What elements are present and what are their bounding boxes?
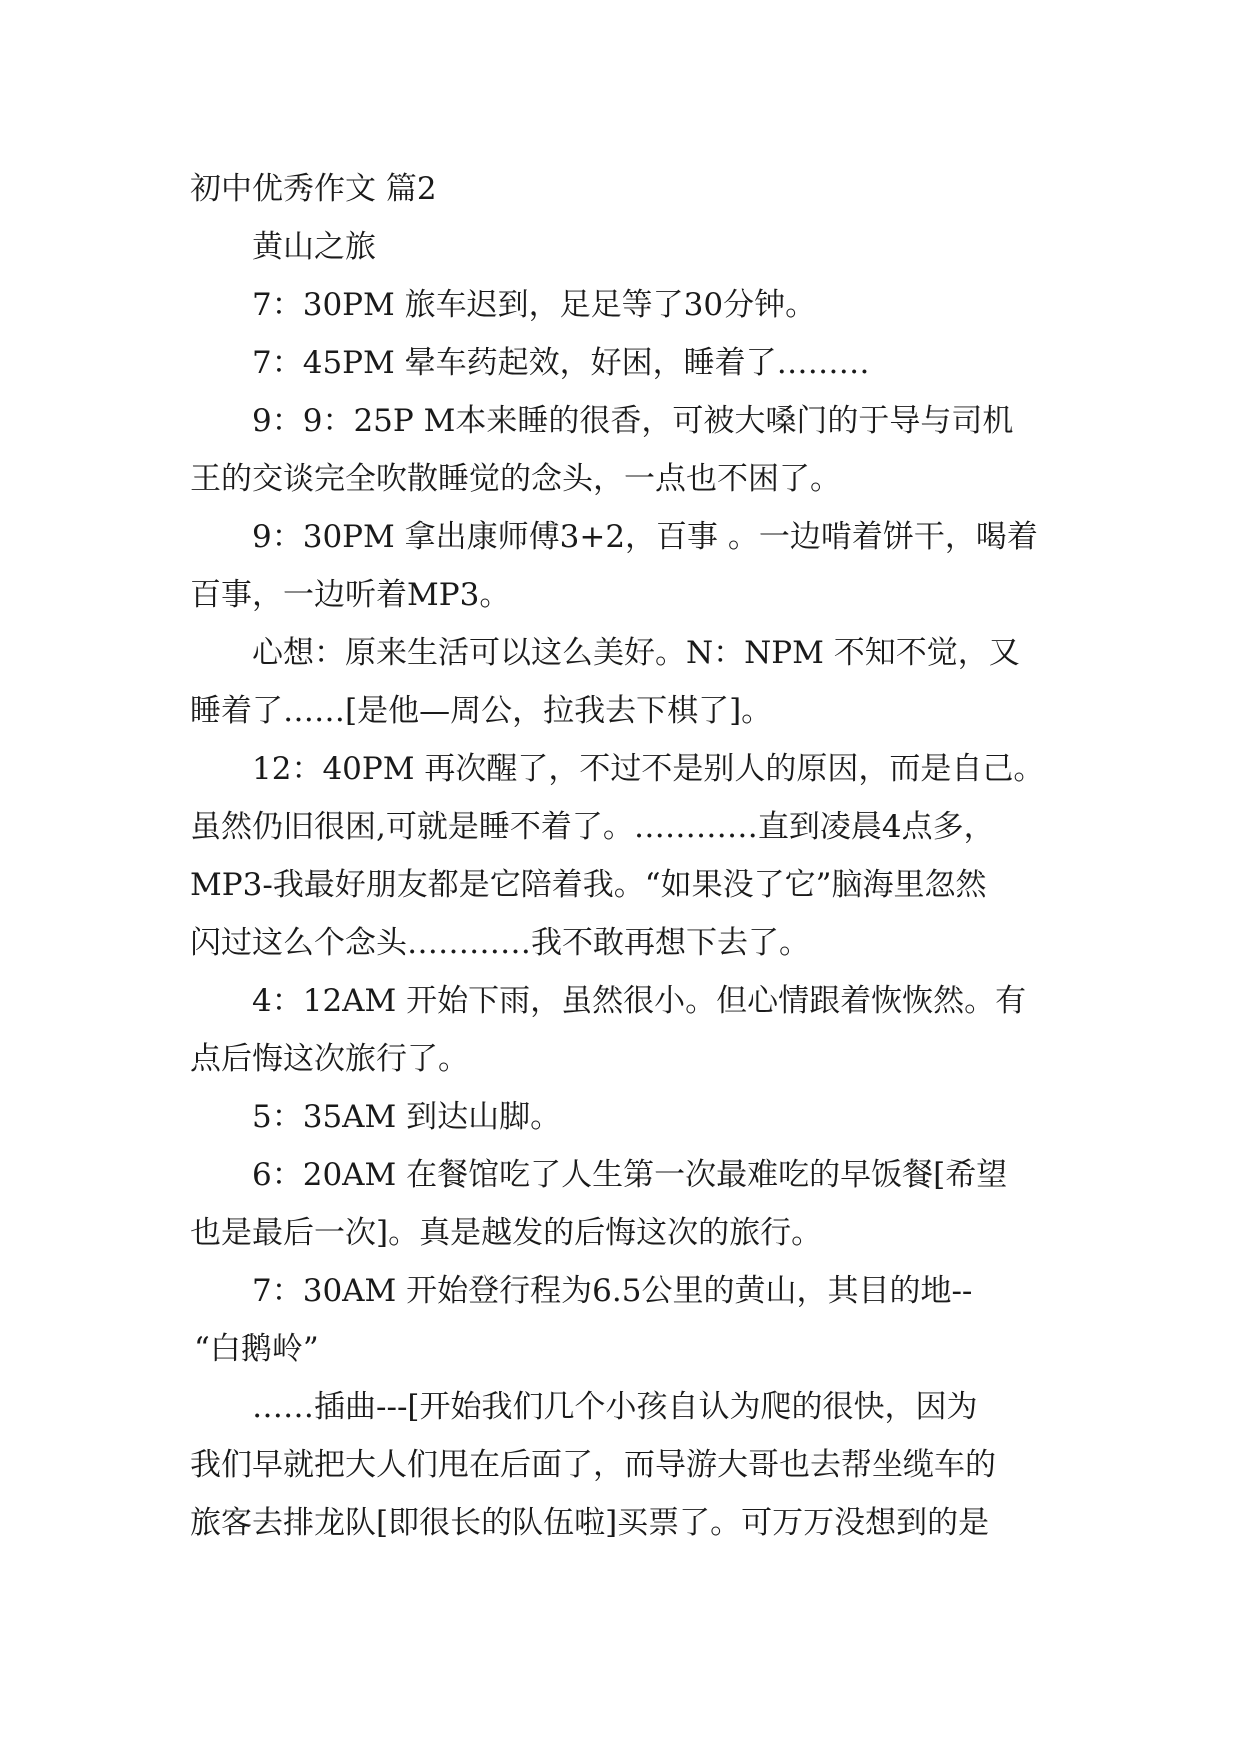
paragraph-line: 我们早就把大人们甩在后面了，而导游大哥也去帮坐缆车的 bbox=[190, 1447, 996, 1483]
paragraph-line: 4：12AM 开始下雨，虽然很小。但心情跟着恢恢然。有 bbox=[252, 983, 1027, 1019]
paragraph-line: 9：9：25P M本来睡的很香，可被大嗓门的于导与司机 bbox=[252, 403, 1014, 439]
paragraph-line: 心想：原来生活可以这么美好。N：NPM 不知不觉，又 bbox=[252, 635, 1020, 671]
paragraph-line: 睡着了……[是他—周公，拉我去下棋了]。 bbox=[190, 693, 773, 729]
paragraph-line: 7：30AM 开始登行程为6.5公里的黄山，其目的地-- bbox=[252, 1273, 973, 1309]
paragraph-line: ……插曲---[开始我们几个小孩自认为爬的很快，因为 bbox=[252, 1389, 978, 1425]
paragraph-line: 百事，一边听着MP3。 bbox=[190, 577, 511, 613]
paragraph-line: 虽然仍旧很困,可就是睡不着了。…………直到凌晨4点多， bbox=[190, 809, 995, 845]
paragraph-line: 闪过这么个念头…………我不敢再想下去了。 bbox=[190, 925, 810, 961]
paragraph-line: 也是最后一次]。真是越发的后悔这次的旅行。 bbox=[190, 1215, 823, 1251]
paragraph-line: 旅客去排龙队[即很长的队伍啦]买票了。可万万没想到的是 bbox=[190, 1505, 990, 1541]
essay-title: 黄山之旅 bbox=[252, 229, 376, 265]
paragraph-line: MP3-我最好朋友都是它陪着我。“如果没了它”脑海里忽然 bbox=[190, 867, 987, 903]
paragraph-line: 5：35AM 到达山脚。 bbox=[252, 1099, 562, 1135]
paragraph-line: 12：40PM 再次醒了，不过不是别人的原因，而是自己。 bbox=[252, 751, 1045, 787]
document-heading: 初中优秀作文 篇2 bbox=[190, 171, 437, 207]
paragraph-line: 7：30PM 旅车迟到，足足等了30分钟。 bbox=[252, 287, 817, 323]
document-body bbox=[190, 160, 1060, 1552]
paragraph-line: 7：45PM 晕车药起效，好困，睡着了……… bbox=[252, 345, 870, 381]
paragraph-line: 点后悔这次旅行了。 bbox=[190, 1041, 469, 1077]
paragraph-line: “白鹅岭” bbox=[194, 1331, 319, 1367]
paragraph-line: 王的交谈完全吹散睡觉的念头，一点也不困了。 bbox=[190, 461, 841, 497]
paragraph-line: 6：20AM 在餐馆吃了人生第一次最难吃的早饭餐[希望 bbox=[252, 1157, 1008, 1193]
paragraph-line: 9：30PM 拿出康师傅3+2，百事 。一边啃着饼干，喝着 bbox=[252, 519, 1038, 555]
